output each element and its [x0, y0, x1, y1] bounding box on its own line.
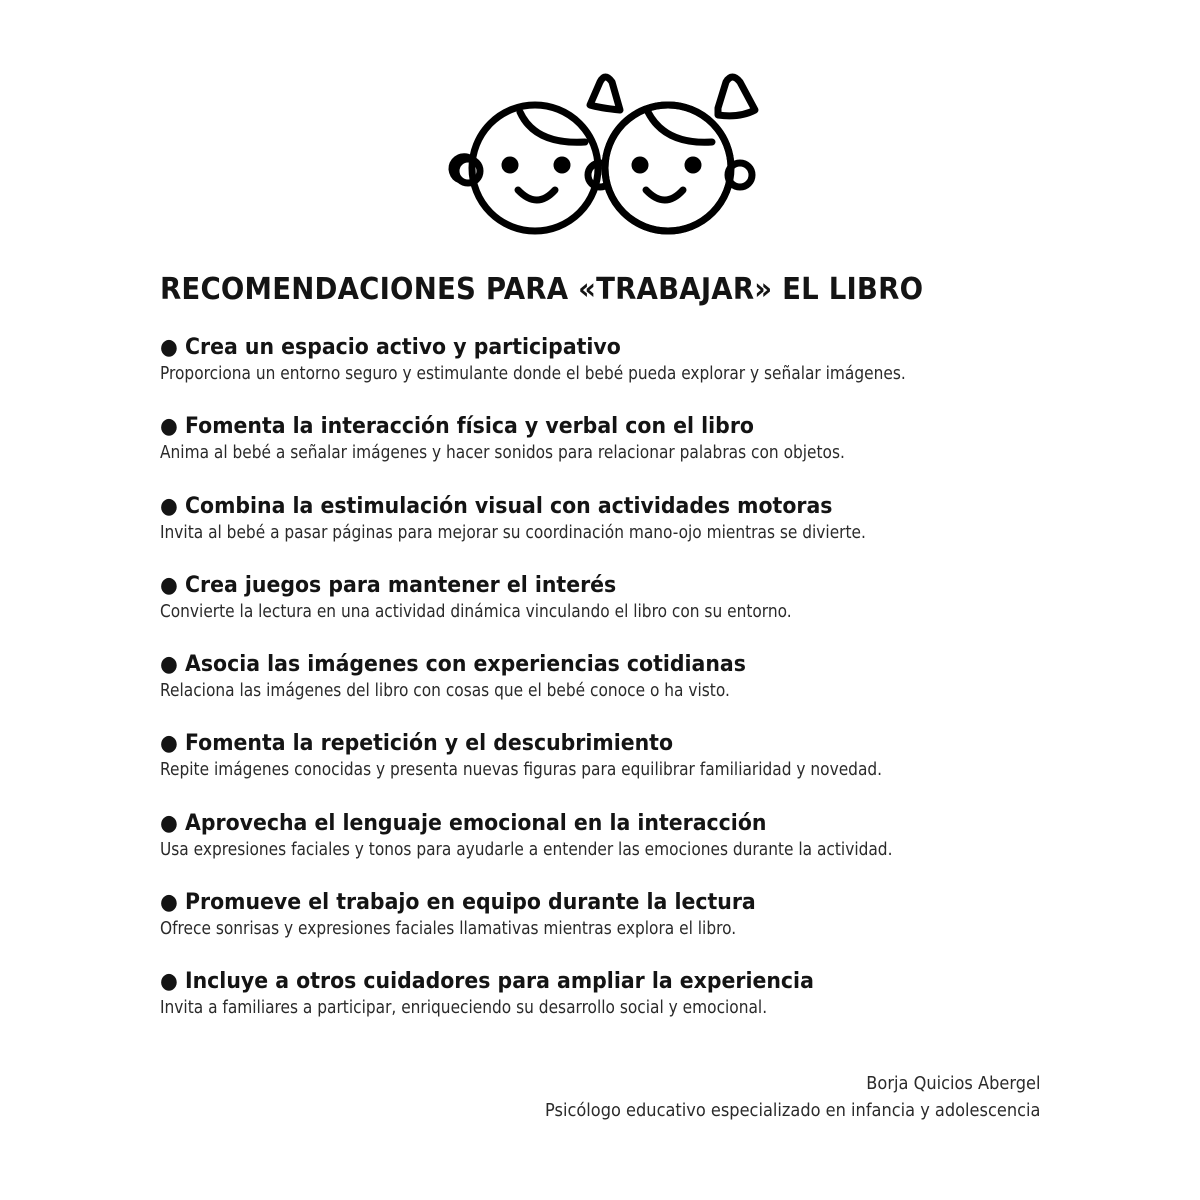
item-description: Anima al bebé a señalar imágenes y hacer sonidos para relacionar palabras con objetos. — [160, 443, 845, 464]
bullet-icon: ● — [160, 810, 178, 836]
list-item — [160, 967, 1060, 1046]
item-heading: ● Fomenta la interacción física y verbal con el libro — [160, 414, 754, 440]
item-description: Convierte la lectura en una actividad dinámica vinculando el libro con su entorno. — [160, 601, 792, 622]
item-heading: ● Aprovecha el lenguaje emocional en la interacción — [160, 810, 767, 836]
item-description: Usa expresiones faciales y tonos para ayudarle a entender las emociones durante la actividad. — [160, 839, 893, 860]
item-heading: ● Crea un espacio activo y participativo — [160, 335, 621, 360]
item-heading: ● Incluye a otros cuidadores para ampliar la experiencia — [160, 969, 814, 995]
list-item — [160, 412, 1060, 491]
item-heading: ● Crea juegos para mantener el interés — [160, 572, 617, 598]
item-description: Invita a familiares a participar, enriqueciendo su desarrollo social y emocional. — [160, 998, 768, 1019]
list-item — [160, 492, 1060, 571]
list-item — [160, 729, 1060, 808]
bullet-icon: ● — [160, 969, 178, 995]
item-description: Invita al bebé a pasar páginas para mejorar su coordinación mano-ojo mientras se divierte. — [160, 522, 866, 543]
bullet-icon: ● — [160, 414, 178, 440]
list-item — [160, 650, 1060, 729]
list-item — [160, 888, 1060, 967]
list-item — [160, 809, 1060, 888]
item-description: Relaciona las imágenes del libro con cosas que el bebé conoce o ha visto. — [160, 681, 730, 702]
bullet-icon: ● — [160, 890, 178, 916]
bullet-icon: ● — [160, 493, 178, 519]
item-description: Ofrece sonrisas y expresiones faciales llamativas mientras explora el libro. — [160, 919, 737, 940]
item-heading: ● Promueve el trabajo en equipo durante la lectura — [160, 890, 756, 916]
bullet-icon: ● — [160, 731, 178, 757]
item-description: Proporciona un entorno seguro y estimulante donde el bebé pueda explorar y señalar imágenes. — [160, 364, 906, 384]
item-heading: ● Fomenta la repetición y el descubrimiento — [160, 731, 674, 757]
recommendations-list — [160, 333, 1060, 1047]
bullet-icon: ● — [160, 335, 178, 360]
author-role: Psicólogo educativo especializado en infancia y adolescencia — [544, 1100, 1040, 1121]
list-item — [160, 571, 1060, 650]
item-heading: ● Combina la estimulación visual con actividades motoras — [160, 493, 833, 519]
bullet-icon: ● — [160, 652, 178, 678]
item-heading: ● Asocia las imágenes con experiencias cotidianas — [160, 652, 746, 678]
author-name: Borja Quicios Abergel — [865, 1073, 1040, 1094]
two-children-faces-icon — [440, 70, 770, 240]
list-item — [160, 333, 1060, 412]
signature — [490, 1070, 1040, 1124]
page-title: RECOMENDACIONES PARA «TRABAJAR» EL LIBRO — [160, 272, 924, 307]
item-description: Repite imágenes conocidas y presenta nuevas figuras para equilibrar familiaridad y novedad. — [160, 760, 883, 781]
bullet-icon: ● — [160, 572, 178, 598]
